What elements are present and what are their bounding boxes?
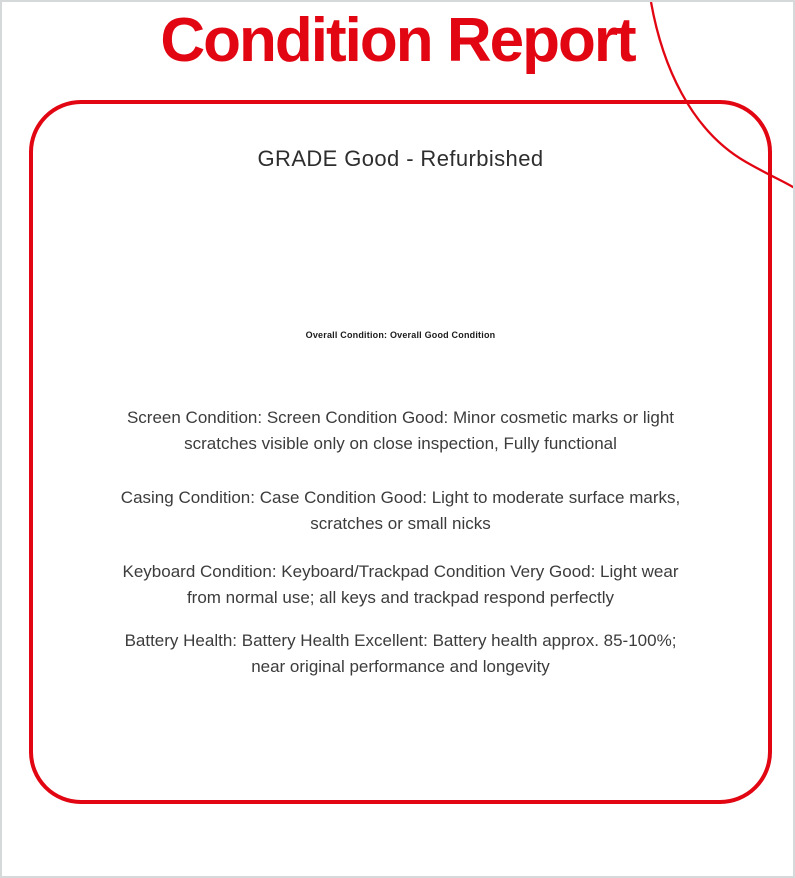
- condition-line: near original performance and longevity: [251, 657, 550, 676]
- condition-line: scratches or small nicks: [310, 514, 491, 533]
- condition-line: from normal use; all keys and trackpad respond perfectly: [186, 588, 615, 607]
- page-title: Condition Report: [160, 6, 635, 75]
- condition-line: Battery Health: Battery Health Excellent: Battery health approx. 85-100%;: [124, 631, 677, 650]
- condition-line: Casing Condition: Case Condition Good: Light to moderate surface marks,: [120, 488, 681, 507]
- condition-section-battery: [71, 628, 731, 680]
- grade-heading: GRADE Good - Refurbished: [257, 146, 544, 171]
- condition-line: Screen Condition: Screen Condition Good: Minor cosmetic marks or light: [126, 408, 675, 427]
- report-border-box: [29, 100, 772, 804]
- condition-section-keyboard: [71, 559, 731, 611]
- condition-section-screen: [71, 405, 731, 457]
- condition-line: Keyboard Condition: Keyboard/Trackpad Condition Very Good: Light wear: [122, 562, 679, 581]
- condition-line: scratches visible only on close inspection, Fully functional: [184, 434, 617, 453]
- condition-sections: [33, 405, 768, 680]
- condition-section-casing: [71, 485, 731, 537]
- overall-condition-line: Overall Condition: Overall Good Condition: [305, 330, 496, 340]
